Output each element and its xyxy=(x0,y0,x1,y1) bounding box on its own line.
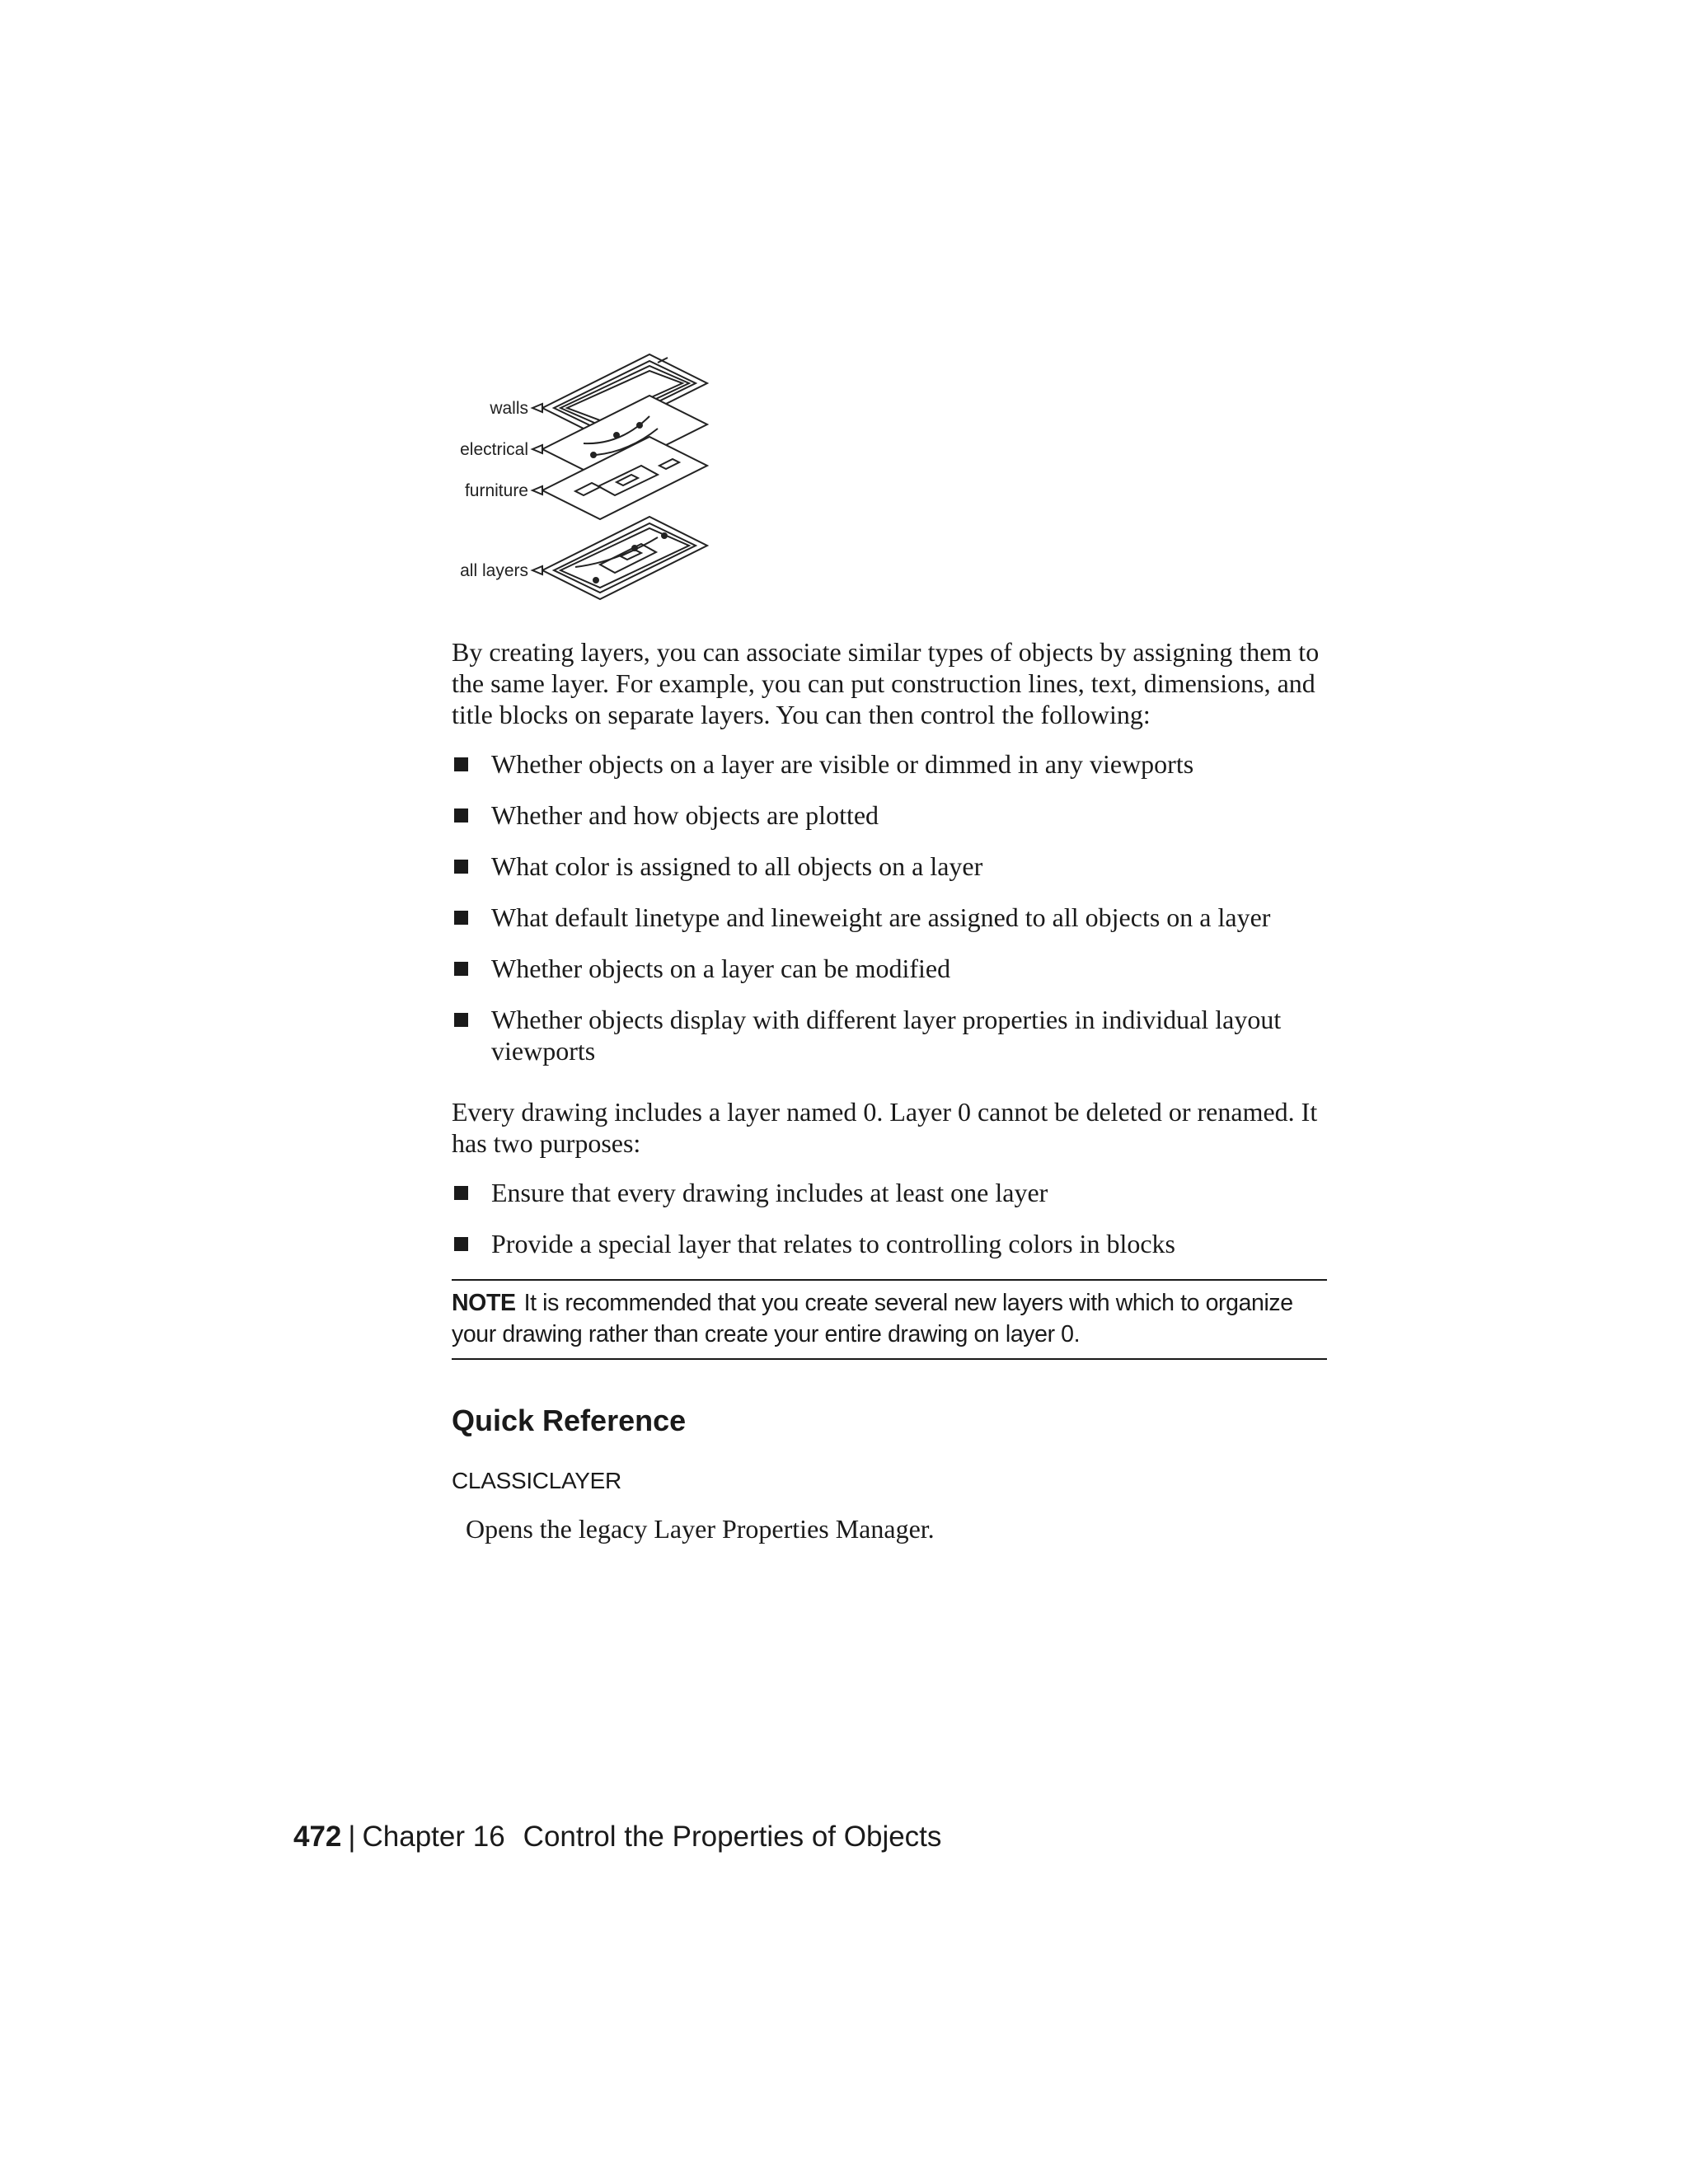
all-layers-leader xyxy=(532,566,542,574)
bullet-square-icon xyxy=(454,1013,468,1027)
list-item: What default linetype and lineweight are assigned to all objects on a layer xyxy=(452,902,1327,933)
list-item: Whether objects on a layer can be modified xyxy=(452,953,1327,984)
list-item: Whether objects display with different layer properties in individual layout viewports xyxy=(452,1004,1327,1066)
bullet-square-icon xyxy=(454,1186,468,1200)
control-list xyxy=(452,748,1327,1066)
list-item: Provide a special layer that relates to controlling colors in blocks xyxy=(452,1228,1327,1259)
footer-separator: | xyxy=(348,1821,356,1853)
command-name: CLASSICLAYER xyxy=(452,1468,621,1493)
page-footer xyxy=(293,1820,941,1854)
all-layers-shape xyxy=(542,517,707,599)
label-electrical: electrical xyxy=(460,440,528,459)
note-label: NOTE xyxy=(452,1290,516,1316)
bullet-square-icon xyxy=(454,962,468,976)
list-item: Whether objects on a layer are visible or dimmed in any viewports xyxy=(452,748,1327,780)
bullet-square-icon xyxy=(454,757,468,771)
label-all-layers: all layers xyxy=(460,561,528,580)
list-item: Whether and how objects are plotted xyxy=(452,799,1327,831)
bullet-square-icon xyxy=(454,808,468,823)
note-text: It is recommended that you create several new layers with which to organize your drawing rather than create your entire drawing on layer 0. xyxy=(452,1290,1293,1347)
list-item: What color is assigned to all objects on a layer xyxy=(452,851,1327,882)
electrical-leader xyxy=(532,445,542,453)
list-item: Ensure that every drawing includes at least one layer xyxy=(452,1177,1327,1208)
layer0-paragraph: Every drawing includes a layer named 0. Layer 0 cannot be deleted or renamed. It has two purposes: xyxy=(452,1097,1318,1158)
furniture-leader xyxy=(532,486,542,494)
quick-reference-heading: Quick Reference xyxy=(452,1404,687,1437)
main-content xyxy=(452,636,1327,1544)
bullet-square-icon xyxy=(454,1237,468,1251)
chapter-label: Chapter 16 xyxy=(362,1821,505,1853)
note-box xyxy=(452,1279,1327,1360)
intro-paragraph: By creating layers, you can associate similar types of objects by assigning them to the same layer. For example, you can put construction lines, text, dimensions, and title blocks on separate layers. You can then control the following: xyxy=(452,637,1320,729)
page-number: 472 xyxy=(293,1821,342,1853)
walls-leader xyxy=(532,404,542,412)
layers-illustration xyxy=(452,346,724,618)
label-furniture: furniture xyxy=(464,481,528,500)
bullet-square-icon xyxy=(454,860,468,874)
layer0-list xyxy=(452,1177,1327,1259)
bullet-square-icon xyxy=(454,911,468,925)
command-description: Opens the legacy Layer Properties Manager. xyxy=(466,1514,935,1544)
chapter-title: Control the Properties of Objects xyxy=(523,1821,942,1853)
label-walls: walls xyxy=(490,399,528,418)
